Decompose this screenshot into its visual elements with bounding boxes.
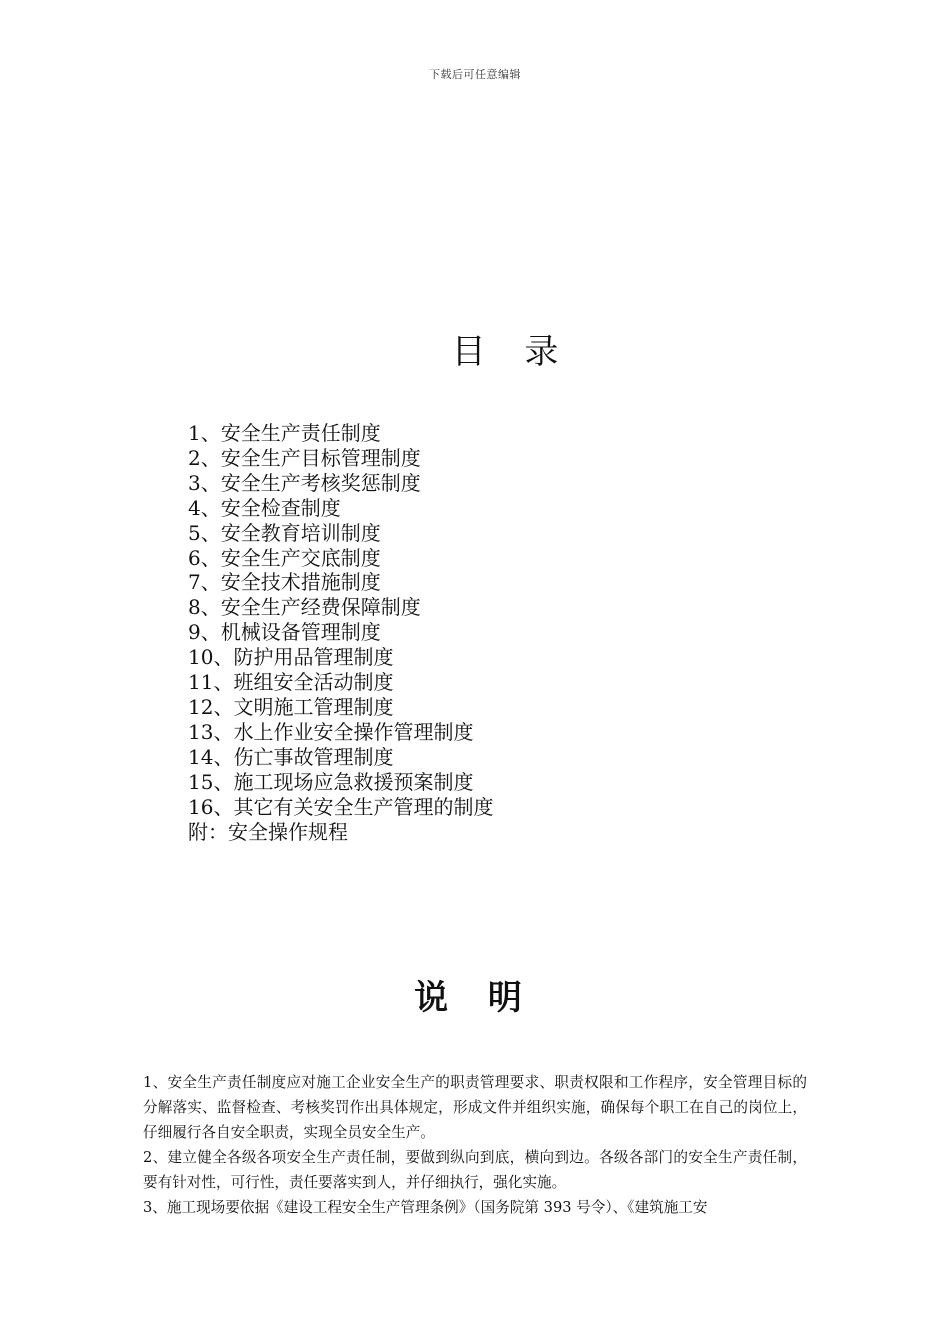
notes-paragraph: 1、安全生产责任制度应对施工企业安全生产的职责管理要求、职责权限和工作程序，安全管理目标的分解落实、监督检查、考核奖罚作出具体规定，形成文件并组织实施，确保每个职工在自己的岗位上，仔细履行各自安全职责，实现全员安全生产。 (143, 1074, 807, 1141)
toc-item: 13、水上作业安全操作管理制度 (188, 719, 474, 744)
toc-item: 3、安全生产考核奖惩制度 (188, 470, 421, 495)
toc-item: 15、施工现场应急救援预案制度 (188, 769, 474, 794)
notes-paragraph: 2、建立健全各级各项安全生产责任制，要做到纵向到底，横向到边。各级各部门的安全生产责任制，要有针对性，可行性，责任要落实到人，并仔细执行，强化实施。 (143, 1149, 807, 1191)
toc-title: 目 录 (451, 332, 573, 372)
toc-item: 10、防护用品管理制度 (188, 645, 394, 670)
notes-title: 说 明 (414, 978, 536, 1018)
header-note: 下载后可任意编辑 (429, 68, 521, 81)
toc-item: 11、班组安全活动制度 (188, 670, 394, 695)
toc-item: 4、安全检查制度 (188, 495, 341, 520)
toc-list (188, 421, 493, 844)
notes-body (143, 1070, 807, 1220)
toc-item: 7、安全技术措施制度 (188, 570, 381, 595)
toc-item: 2、安全生产目标管理制度 (188, 445, 421, 470)
toc-item: 14、伤亡事故管理制度 (188, 744, 394, 769)
toc-item: 1、安全生产责任制度 (188, 421, 381, 445)
toc-item: 8、安全生产经费保障制度 (188, 595, 421, 620)
toc-item: 6、安全生产交底制度 (188, 545, 381, 570)
toc-item: 12、文明施工管理制度 (188, 694, 394, 719)
notes-paragraph: 3、施工现场要依据《建设工程安全生产管理条例》（国务院第 393 号令）、《建筑施工安 (143, 1199, 708, 1216)
toc-appendix-item: 附：安全操作规程 (188, 819, 348, 844)
toc-item: 9、机械设备管理制度 (188, 620, 381, 645)
toc-item: 5、安全教育培训制度 (188, 520, 381, 545)
toc-item: 16、其它有关安全生产管理的制度 (188, 794, 494, 819)
